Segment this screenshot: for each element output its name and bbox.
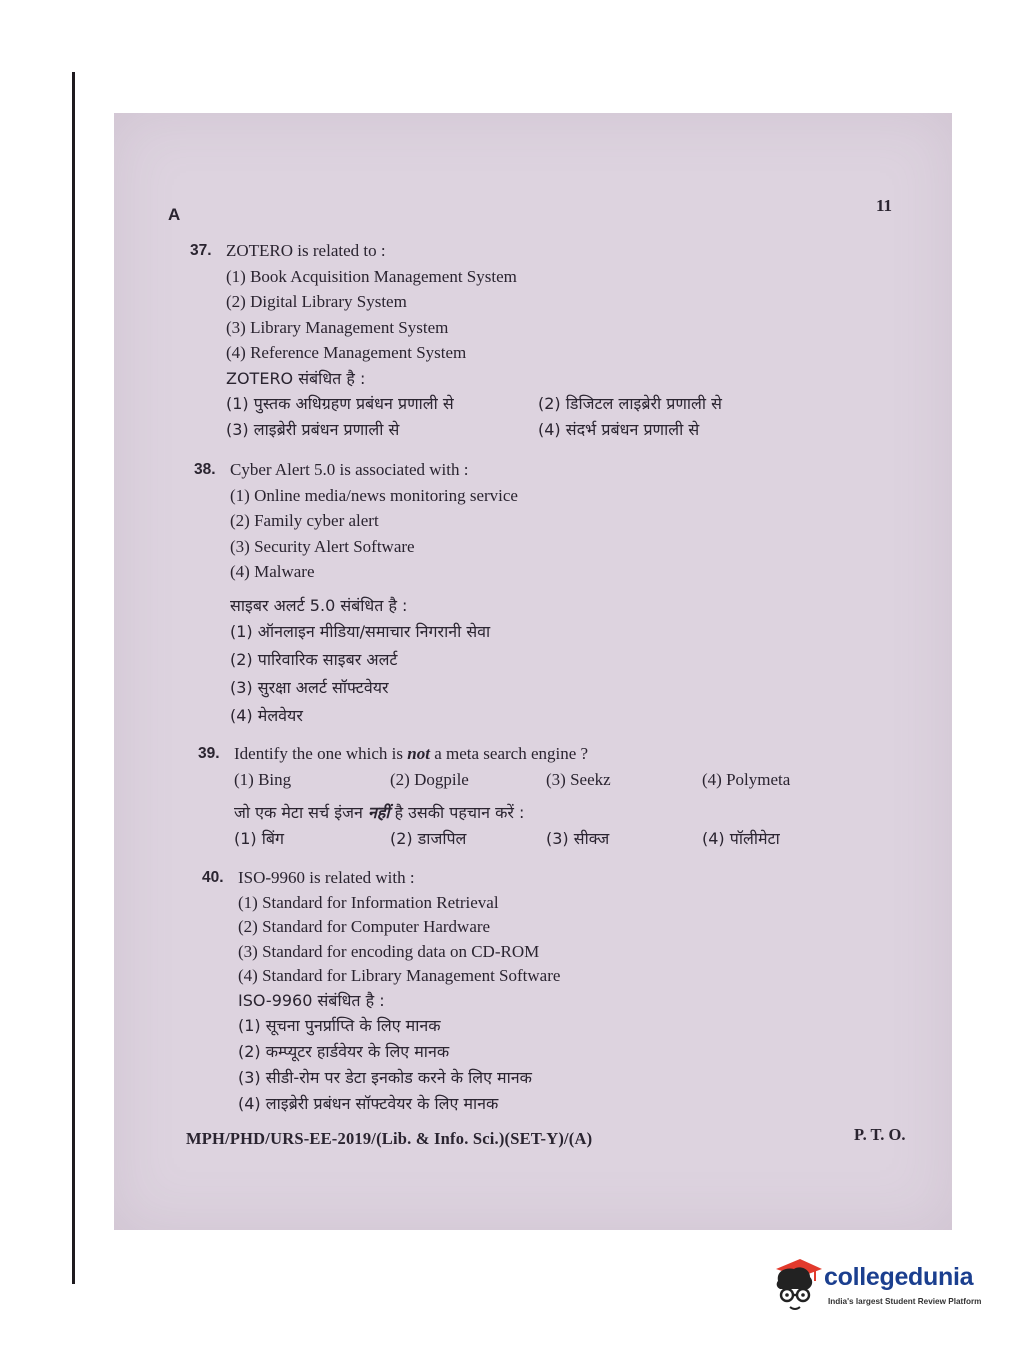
question-number: 40. bbox=[202, 869, 224, 886]
option-4-en: (4) Standard for Library Management Software bbox=[238, 966, 561, 985]
question-39 bbox=[198, 741, 858, 851]
collegedunia-logo bbox=[770, 1255, 995, 1320]
question-number: 37. bbox=[190, 242, 212, 259]
page-number: 11 bbox=[876, 196, 893, 215]
question-text-en: Identify the one which is not a meta search engine ? bbox=[234, 744, 589, 763]
negation-emphasis-hi: नहीं bbox=[367, 803, 390, 822]
option-3-en: (3) Security Alert Software bbox=[230, 536, 415, 556]
question-text-en: ISO-9960 is related with : bbox=[238, 868, 415, 887]
options-hi bbox=[198, 826, 858, 852]
option-3-en: (3) Seekz bbox=[546, 769, 611, 789]
option-2-hi: (2) डाजपिल bbox=[390, 828, 467, 848]
option-2-hi: (2) डिजिटल लाइब्रेरी प्रणाली से bbox=[538, 394, 722, 413]
question-text-hi: ZOTERO संबंधित है : bbox=[226, 368, 366, 388]
option-3-hi: (3) सुरक्षा अलर्ट सॉफ्टवेयर bbox=[230, 678, 389, 697]
question-stem bbox=[198, 741, 858, 767]
option-3-en: (3) Standard for encoding data on CD-ROM bbox=[238, 941, 540, 961]
option-2-hi: (2) कम्प्यूटर हार्डवेयर के लिए मानक bbox=[238, 1042, 450, 1061]
options-hi bbox=[202, 1013, 842, 1117]
question-38 bbox=[194, 457, 834, 730]
question-37 bbox=[190, 238, 830, 442]
question-number: 39. bbox=[198, 745, 220, 762]
brand-tagline: India's largest Student Review Platform bbox=[828, 1297, 982, 1306]
option-4-en: (4) Malware bbox=[230, 562, 315, 581]
pto-marker: P. T. O. bbox=[854, 1125, 906, 1144]
option-1-hi: (1) ऑनलाइन मीडिया/समाचार निगरानी सेवा bbox=[230, 622, 491, 641]
options-en bbox=[198, 767, 858, 793]
option-2-hi: (2) पारिवारिक साइबर अलर्ट bbox=[230, 650, 398, 669]
mascot-icon bbox=[770, 1255, 824, 1317]
question-text-en: Cyber Alert 5.0 is associated with : bbox=[230, 460, 469, 479]
option-4-hi: (4) लाइब्रेरी प्रबंधन सॉफ्टवेयर के लिए मानक bbox=[238, 1094, 499, 1113]
options-en bbox=[194, 483, 834, 585]
option-3-hi: (3) लाइब्रेरी प्रबंधन प्रणाली से bbox=[226, 419, 400, 439]
question-40 bbox=[202, 866, 842, 1117]
option-1-hi: (1) बिंग bbox=[234, 828, 285, 848]
question-text-hi: जो एक मेटा सर्च इंजन नहीं है उसकी पहचान करें : bbox=[234, 803, 525, 822]
scan-edge bbox=[72, 72, 75, 1284]
paper-code: MPH/PHD/URS-EE-2019/(Lib. & Info. Sci.)(SET-Y)/(A) bbox=[186, 1129, 593, 1148]
option-1-hi: (1) सूचना पुनर्प्राप्ति के लिए मानक bbox=[238, 1016, 441, 1035]
option-4-hi: (4) मेलवेयर bbox=[230, 706, 303, 725]
options-en bbox=[202, 891, 842, 989]
question-stem bbox=[190, 238, 830, 264]
set-letter: A bbox=[168, 205, 181, 224]
option-2-en: (2) Dogpile bbox=[390, 769, 469, 789]
options-en bbox=[190, 264, 830, 366]
question-stem bbox=[194, 457, 834, 483]
option-1-en: (1) Online media/news monitoring service bbox=[230, 485, 518, 505]
option-3-en: (3) Library Management System bbox=[226, 317, 449, 337]
question-text-hi: साइबर अलर्ट 5.0 संबंधित है : bbox=[230, 595, 408, 615]
question-text-en: ZOTERO is related to : bbox=[226, 241, 386, 260]
option-1-en: (1) Book Acquisition Management System bbox=[226, 266, 517, 286]
option-4-hi: (4) संदर्भ प्रबंधन प्रणाली से bbox=[538, 419, 700, 439]
options-hi bbox=[194, 618, 834, 730]
option-1-en: (1) Standard for Information Retrieval bbox=[238, 892, 499, 912]
option-4-hi: (4) पॉलीमेटा bbox=[702, 828, 780, 848]
question-stem bbox=[202, 866, 842, 891]
option-2-en: (2) Digital Library System bbox=[226, 292, 407, 311]
option-2-en: (2) Standard for Computer Hardware bbox=[238, 917, 491, 936]
option-1-en: (1) Bing bbox=[234, 769, 292, 789]
question-text-hi: ISO-9960 संबंधित है : bbox=[238, 990, 385, 1010]
option-2-en: (2) Family cyber alert bbox=[230, 511, 379, 530]
option-1-hi: (1) पुस्तक अधिग्रहण प्रबंधन प्रणाली से bbox=[226, 394, 454, 413]
negation-emphasis: not bbox=[407, 744, 430, 763]
option-3-hi: (3) सीडी-रोम पर डेटा इनकोड करने के लिए मानक bbox=[238, 1068, 532, 1087]
option-4-en: (4) Polymeta bbox=[702, 769, 791, 789]
option-3-hi: (3) सीक्ज bbox=[546, 828, 610, 848]
brand-name: collegedunia bbox=[824, 1263, 974, 1291]
option-4-en: (4) Reference Management System bbox=[226, 343, 467, 362]
options-hi bbox=[190, 391, 830, 442]
question-number: 38. bbox=[194, 461, 216, 478]
